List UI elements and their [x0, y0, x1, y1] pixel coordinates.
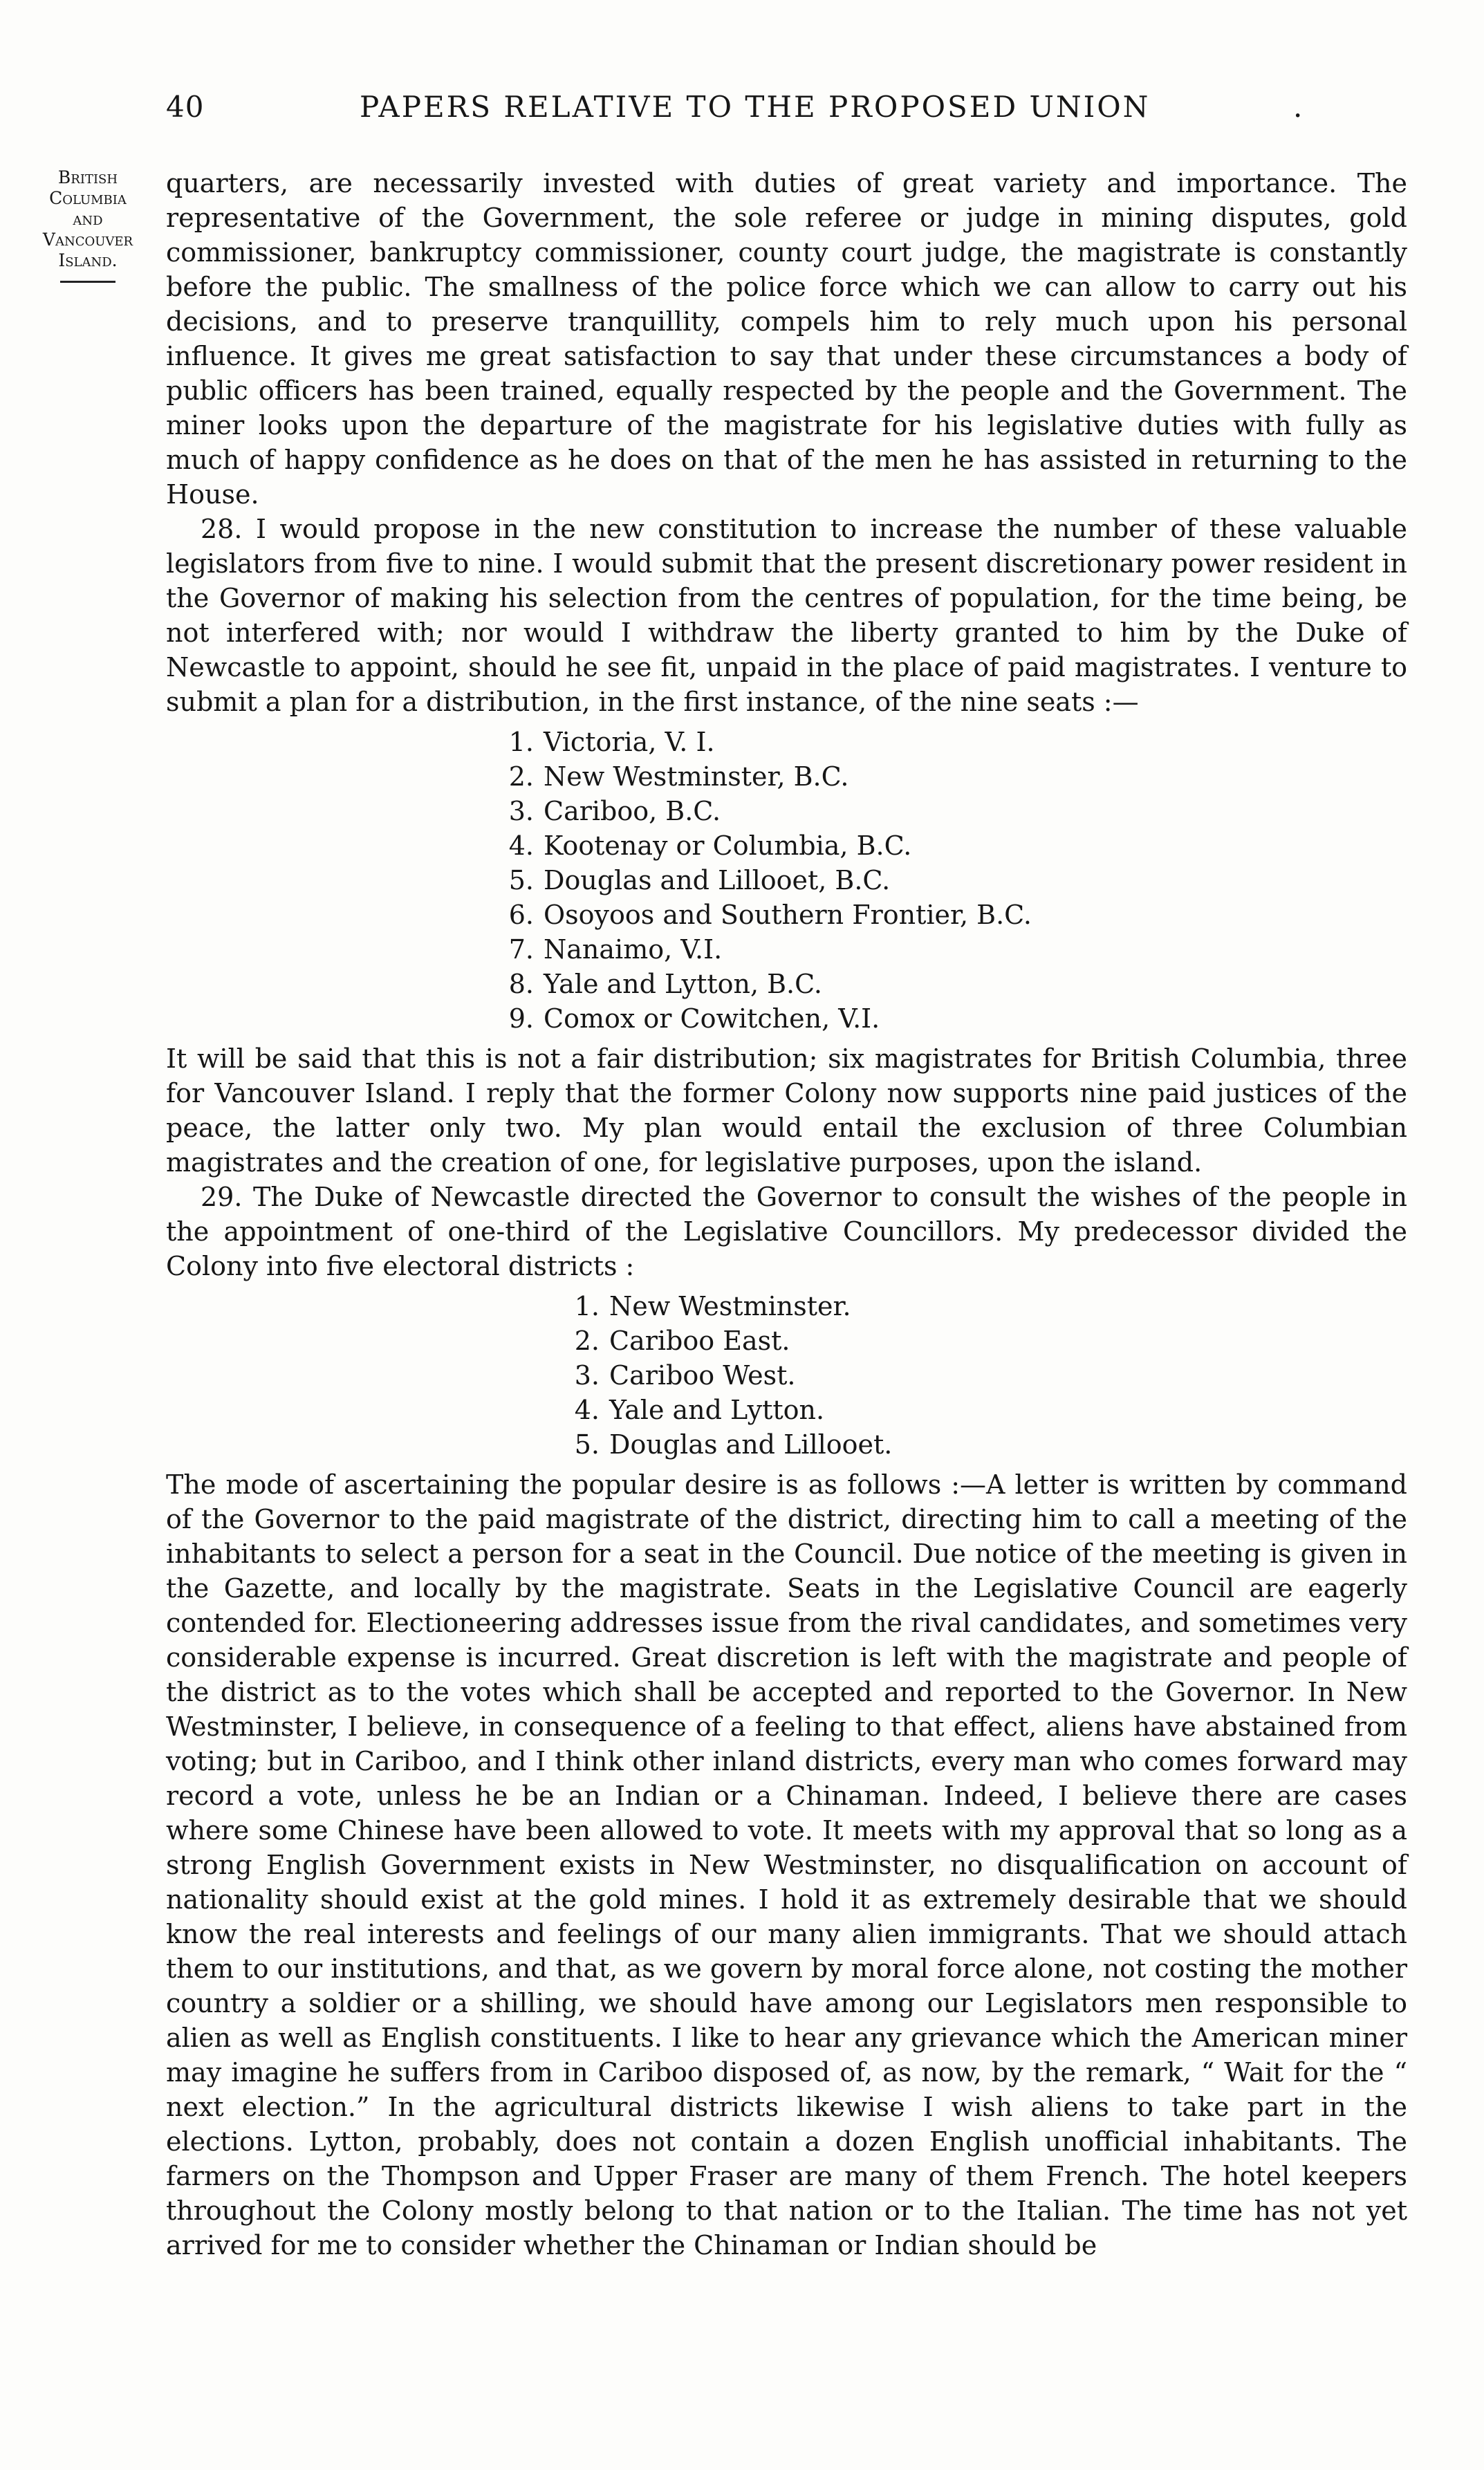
list-item — [491, 1001, 1407, 1036]
list-item-number: 1. — [574, 1291, 600, 1321]
header-mark: . — [1293, 90, 1303, 124]
paragraph-28: 28. I would propose in the new constitution to increase the number of these valuable legislators from five to nine. I would submit that the present discretionary power resident in the Governor of making his selection from the centres of population, for the time being, be not interfered with; nor would I withdraw the liberty granted to him by the Duke of Newcastle to appoint, should he see fit, unpaid in the place of paid magistrates. I venture to submit a plan for a distribution, in the first instance, of the nine seats :— — [166, 514, 1407, 717]
list-item — [491, 759, 1407, 794]
paragraph-distribution: It will be said that this is not a fair distribution; six magistrates for British Columbia, three for Vancouver Island. I reply that the former Colony now supports nine paid justices of the peace, the latter only two. My plan would entail the exclusion of three Columbian magistrates and the creation of one, for legislative purposes, upon the island. — [166, 1043, 1407, 1178]
list-item — [491, 828, 1407, 863]
list-item-text: Yale and Lytton, B.C. — [544, 969, 822, 999]
list-item-text: Douglas and Lillooet. — [609, 1429, 893, 1460]
page-number: 40 — [166, 90, 205, 124]
list-item-number: 2. — [574, 1326, 600, 1356]
list-item — [491, 794, 1407, 828]
list-item — [557, 1324, 1407, 1358]
list-item-text: Cariboo East. — [609, 1326, 790, 1356]
list-item-text: Victoria, V. I. — [544, 727, 715, 757]
list-item-number: 3. — [508, 796, 534, 826]
list-item — [557, 1427, 1407, 1462]
list-item-text: Cariboo West. — [609, 1360, 796, 1391]
list-item-text: Nanaimo, V.I. — [544, 934, 723, 965]
paragraph-mode-of-election: The mode of ascertaining the popular desire is as follows :—A letter is written by command of the Governor to the paid magistrate of the district, directing him to call a meeting of the inhabitants to select a person for a seat in the Council. Due notice of the meeting is given in the Gazette, and locally by the magistrate. Seats in the Legislative Council are eagerly contended for. Electioneering addresses issue from the rival candidates, and sometimes very considerable expense is incurred. Great discretion is left with the magistrate and people of the district as to the votes which shall be accepted and reported to the Governor. In New Westminster, I believe, in consequence of a feeling to that effect, aliens have abstained from voting; but in Cariboo, and I think other inland districts, every man who comes forward may record a vote, unless he be an Indian or a Chinaman. Indeed, I believe there are cases where some Chinese have been allowed to vote. It meets with my approval that so long as a strong English Government exists in New Westminster, no disqualification on account of nationality should exist at the gold mines. I hold it as extremely desirable that we should know the real interests and feelings of our many alien immigrants. That we should attach them to our institutions, and that, as we govern by moral force alone, not costing the mother country a soldier or a shilling, we should have among our Legislators men responsible to alien as well as English constituents. I like to hear any grievance which the American miner may imagine he suffers from in Cariboo disposed of, as now, by the remark, “ Wait for the “ next election.” In the agricultural districts likewise I wish aliens to take part in the elections. Lytton, probably, does not contain a dozen English unofficial inhabitants. The farmers on the Thompson and Upper Fraser are many of them French. The hotel keepers throughout the Colony mostly belong to that nation or to the Italian. The time has not yet arrived for me to consider whether the Chinaman or Indian should be — [166, 1469, 1407, 2260]
list-item-number: 4. — [508, 830, 534, 861]
list-item — [491, 898, 1407, 932]
margin-rule — [60, 281, 115, 283]
list-item — [557, 1393, 1407, 1427]
list-item — [491, 863, 1407, 898]
page-header — [166, 90, 1314, 138]
list-item-text: Comox or Cowitchen, V.I. — [544, 1003, 880, 1034]
list-item-number: 8. — [508, 969, 534, 999]
districts-list — [166, 1289, 1407, 1462]
seats-list — [166, 725, 1407, 1036]
list-item-text: Kootenay or Columbia, B.C. — [544, 830, 912, 861]
margin-note — [15, 167, 160, 283]
list-item-number: 7. — [508, 934, 534, 965]
running-title: PAPERS RELATIVE TO THE PROPOSED UNION — [360, 90, 1151, 124]
list-item-number: 3. — [574, 1360, 600, 1391]
margin-note-line: Vancouver — [42, 230, 133, 250]
paragraph-29: 29. The Duke of Newcastle directed the Governor to consult the wishes of the people in the appointment of one-third of the Legislative Councillors. My predecessor divided the Colony into five electoral districts : — [166, 1182, 1407, 1281]
list-item-number: 6. — [508, 900, 534, 930]
margin-note-line: Island. — [58, 250, 118, 270]
list-item-text: Douglas and Lillooet, B.C. — [544, 865, 891, 895]
list-item-number: 5. — [574, 1429, 600, 1460]
margin-note-line: Columbia — [49, 188, 127, 208]
list-item-number: 2. — [508, 761, 534, 792]
list-item-text: New Westminster. — [609, 1291, 851, 1321]
list-item — [491, 725, 1407, 759]
margin-note-line: British — [57, 167, 118, 187]
paragraph-27-continued: quarters, are necessarily invested with duties of great variety and importance. The representative of the Government, the sole referee or judge in mining disputes, gold commissioner, bankruptcy commissioner, county court judge, the magistrate is constantly before the public. The smallness of the police force which we can allow to carry out his decisions, and to preserve tranquillity, compels him to rely much upon his personal influence. It gives me great satisfaction to say that under these circumstances a body of public officers has been trained, equally respected by the people and the Government. The miner looks upon the departure of the magistrate for his legislative duties with fully as much of happy confidence as he does on that of the men he has assisted in returning to the House. — [166, 168, 1407, 510]
list-item-text: New Westminster, B.C. — [544, 761, 849, 792]
list-item-number: 5. — [508, 865, 534, 895]
list-item-number: 4. — [574, 1395, 600, 1425]
list-item-text: Osoyoos and Southern Frontier, B.C. — [544, 900, 1032, 930]
list-item-number: 9. — [508, 1003, 534, 1034]
list-item-text: Cariboo, B.C. — [544, 796, 721, 826]
list-item-number: 1. — [508, 727, 534, 757]
list-item-text: Yale and Lytton. — [609, 1395, 825, 1425]
list-item — [491, 932, 1407, 967]
list-item — [491, 967, 1407, 1001]
body-text — [166, 166, 1407, 2263]
margin-note-line: and — [73, 209, 103, 229]
list-item — [557, 1358, 1407, 1393]
list-item — [557, 1289, 1407, 1324]
